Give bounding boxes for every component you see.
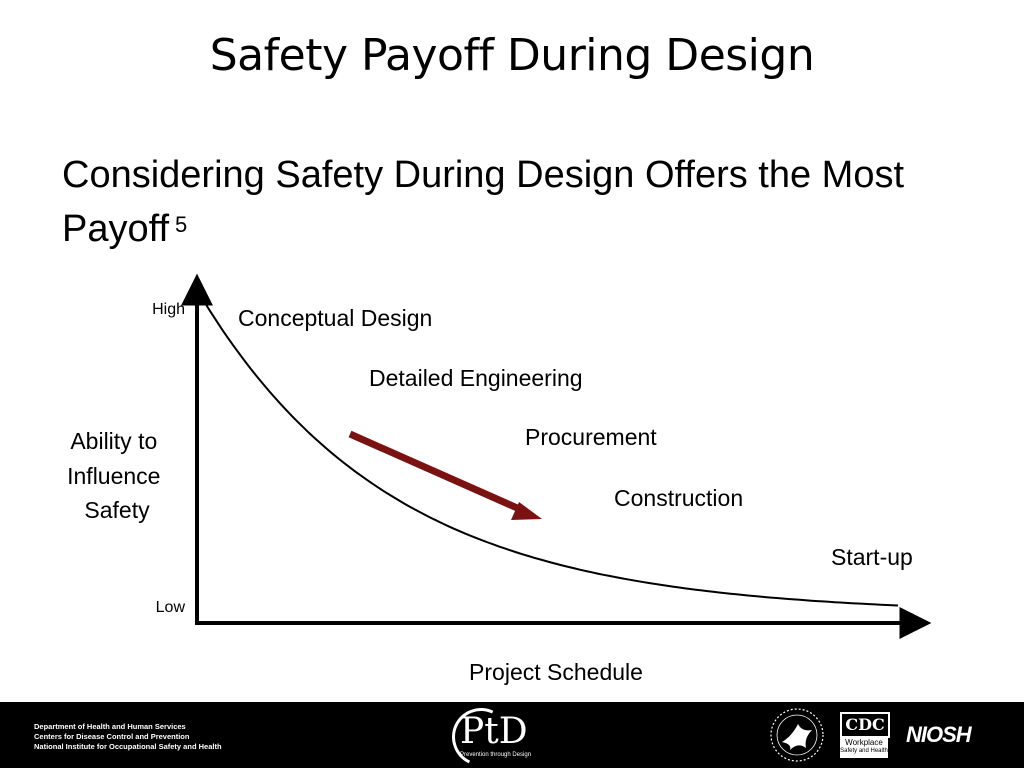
cdc-logo-subtitle [840, 738, 888, 758]
agency-names [34, 722, 222, 752]
x-axis-label: Project Schedule [469, 659, 643, 685]
phase-label-conceptual-design: Conceptual Design [238, 305, 433, 331]
phase-label-procurement: Procurement [525, 424, 657, 450]
y-axis-label-line: Ability to [70, 428, 158, 454]
subtitle-reference: 5 [175, 212, 188, 237]
hhs-seal-icon [768, 706, 826, 764]
y-axis-label-line: Influence [67, 463, 161, 489]
niosh-logo: NIOSH [906, 722, 971, 747]
y-tick-high: High [152, 301, 185, 318]
phase-label-detailed-engineering: Detailed Engineering [369, 365, 583, 391]
y-axis-label-line: Safety [84, 497, 150, 523]
cdc-logo [840, 712, 890, 758]
subtitle-text: Considering Safety During Design Offers the Most Payoff [62, 154, 905, 250]
phase-label-start-up: Start-up [831, 544, 913, 570]
cdc-logo-text: CDC [840, 712, 890, 738]
y-tick-low: Low [155, 599, 185, 616]
agency-line: National Institute for Occupational Safety and Health [34, 742, 222, 751]
slide-title: Safety Payoff During Design [209, 30, 815, 81]
trend-arrow [350, 434, 524, 511]
ptd-tagline: Prevention through Design [460, 752, 532, 758]
agency-line: Centers for Disease Control and Prevention [34, 732, 190, 741]
y-axis-label [67, 428, 167, 523]
agency-line: Department of Health and Human Services [34, 722, 186, 731]
cdc-subtitle-line: Safety and Health [840, 748, 888, 754]
phase-label-construction: Construction [614, 485, 744, 511]
influence-curve [205, 303, 898, 606]
ptd-logo-text: PtD [460, 711, 528, 752]
cdc-subtitle-line: Workplace [845, 738, 883, 747]
ptd-logo [452, 706, 556, 764]
